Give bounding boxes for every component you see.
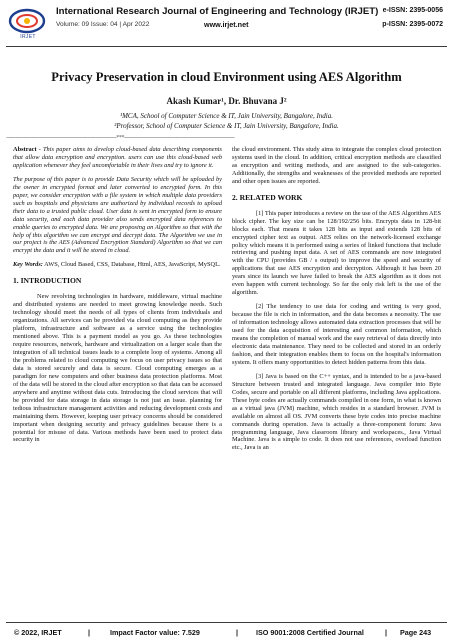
keywords <box>13 261 222 269</box>
e-issn: e-ISSN: 2395-0056 <box>382 7 443 14</box>
left-column <box>13 146 222 450</box>
related-work-paragraph-3: [3] Java is based on the C++ syntax, and is intended to be a java-based Structure between trusted and integrated language. Java compiler into Byte Codes, secure and portable on all different platforms, including Java applications. These byte codes are actually commands compiled in one form, in what is known as a virtual java (JVM) machine, which resides in a standard browser. JVM is available on almost all OS. JVM converts these byte codes into precise machine commands during operation. Java is actually a three-component forum: Java programming language, Java classroom library and workspaces., Java Virtual Machine. Java is a simple to code. It does not use references, overload function etc., Java is an <box>232 372 441 452</box>
p-issn: p-ISSN: 2395-0072 <box>382 21 443 28</box>
keywords-text: AWS, Cloud Based, CSS, Database, Html, AES, JavaScript, MySQL. <box>42 261 221 269</box>
logo-text: IRJET <box>20 34 36 40</box>
affiliation-1: ¹MCA, School of Computer Science & IT, Jain University, Bangalore, India. <box>119 112 334 120</box>
right-column <box>232 146 441 458</box>
footer-copyright: © 2022, IRJET <box>14 628 62 637</box>
affiliation-2: ²Professor, School of Computer Science & IT, Jain University, Bangalore, India. <box>114 122 339 130</box>
separator-line: ---------------------------------------------------------------------***--------------------------------------------------------------------- <box>6 135 235 141</box>
related-work-paragraph-2: [2] The tendency to use data for coding and writing is very good, because the file is rich in information, and the data becomes a necessity. The use of information technology allows automated data extraction processes that will be used for the data acquisition of interesting and common information, which means the completion of manual work and the easy retrieval of data directly into electronic data maintenance. They need to be collected and stored in an orderly fashion, and their integration enables them to focus on the hospital's information system. It offers many opportunities to detect hidden patterns from this data. <box>232 303 441 366</box>
abstract-paragraph <box>13 146 222 170</box>
related-work-paragraph-1: [1] This paper introduces a review on the use of the AES Algorithm AES block cipher. The key size can be 128/192/256 bits. Encrypts data in 128-bit blocks each. That means it takes 128 bits as input and extends 128 bits of encrypted cipher text as output. AES relies on the network-licensed exchange policy which means it is performed using a series of linked functions that include retrieving and pushing input data. A set of AES commands are now integrated with the CPU (provides GB / s output) to improve the speed and security of applications that use AES encryption and decryption. Although it has been 20 years since its launch we have failed to break the AES algorithm as it does not even happen with current technology. So far the only risk left is the use of the algorithm. <box>232 209 441 297</box>
footer-separator: | <box>385 628 388 637</box>
footer-rule <box>6 622 447 623</box>
footer-iso: ISO 9001:2008 Certified Journal <box>256 628 364 637</box>
abstract-text: - This paper aims to develop cloud-based data describing components that allow data encryption and encryption. users can use this cloud-based web application whenever they feel uncomfortable in their lives and try to ignore it. <box>13 146 222 169</box>
header-rule <box>6 46 447 47</box>
footer-page-number: Page 243 <box>400 628 432 637</box>
abstract-label: Abstract <box>13 146 37 153</box>
section-heading-introduction: 1. INTRODUCTION <box>13 276 82 286</box>
journal-url[interactable]: www.irjet.net <box>204 20 249 29</box>
section-heading-related-work: 2. RELATED WORK <box>232 192 303 202</box>
footer-separator: | <box>88 628 91 637</box>
abstract-paragraph-2: The purpose of this paper is to provide Data Security which will be uploaded by the owner in encrypted format and later converted to encrypted form. In this paper, we consider encryption with a file system in which multiple data providers such as hospitals and physicians are authorized by individual records to upload their data to a trusted public cloud. User data is sent in encrypted form to ensure data security, and each data provider also sends encrypted data references to enable queries to encrypted data. We are proposing an Algorithm so that with the help of this algorithm we can encrypt and decrypt data. The Algorithm we use in our project is the AES (Advanced Encryption Standard) Algorithm so that we can encrypt the data and it will be stored in cloud. <box>13 175 222 255</box>
paper-title: Privacy Preservation in cloud Environment using AES Algorithm <box>51 70 402 84</box>
journal-title: International Research Journal of Engineering and Technology (IRJET) <box>56 6 379 17</box>
journal-header <box>0 0 453 46</box>
intro-continued-text: the cloud environment. This study aims to integrate the complex cloud protection systems used in the cloud. In addition, critical encryption methods are classified as encryption and writing methods, and are assigned to the sub-categories. Additionally, the strengths and weaknesses of the provided methods are reported and other open issues are reported. <box>232 146 441 185</box>
introduction-text: New revolving technologies in hardware, middleware, virtual machine and distributed systems are needed to meet growing knowledge needs. Such technology should meet the needs of all types of clients from individuals and organizations. All services can be provided via cloud computing as they provide platform, infrastructure and software as a service using the technologies mentioned above. This is a payment model as you go. As these technologies require resources, network, hardware and virtualization on a larger scale than the integration of all technical issues leads to a complete loop of systems. Among all the problems related to cloud computing we focus on user privacy issues so that data is stored securely and data is secure. Cloud computing emerges as a paradigm for new computers and other business data protection platforms. Most of the data will be stored in the cloud after encryption so that data can be accessed anywhere and anytime without data cuts. Introducing the cloud services that will be provided for data storage in data storage is not just an issue. planning for tedious infrastructure management activities and reducing development costs and maintaining them. However, keeping user privacy concerns should be considered important when designing security and privacy guidelines because there is a potential for misuse of data. Various methods have been used to protect data security in <box>13 293 222 444</box>
irjet-logo-icon <box>8 6 46 36</box>
footer-impact-factor: Impact Factor value: 7.529 <box>110 628 200 637</box>
paper-authors: Akash Kumar¹, Dr. Bhuvana J² <box>166 96 287 106</box>
footer-separator: | <box>236 628 239 637</box>
keywords-label: Key Words: <box>13 261 43 269</box>
volume-issue: Volume: 09 Issue: 04 | Apr 2022 <box>56 21 150 28</box>
